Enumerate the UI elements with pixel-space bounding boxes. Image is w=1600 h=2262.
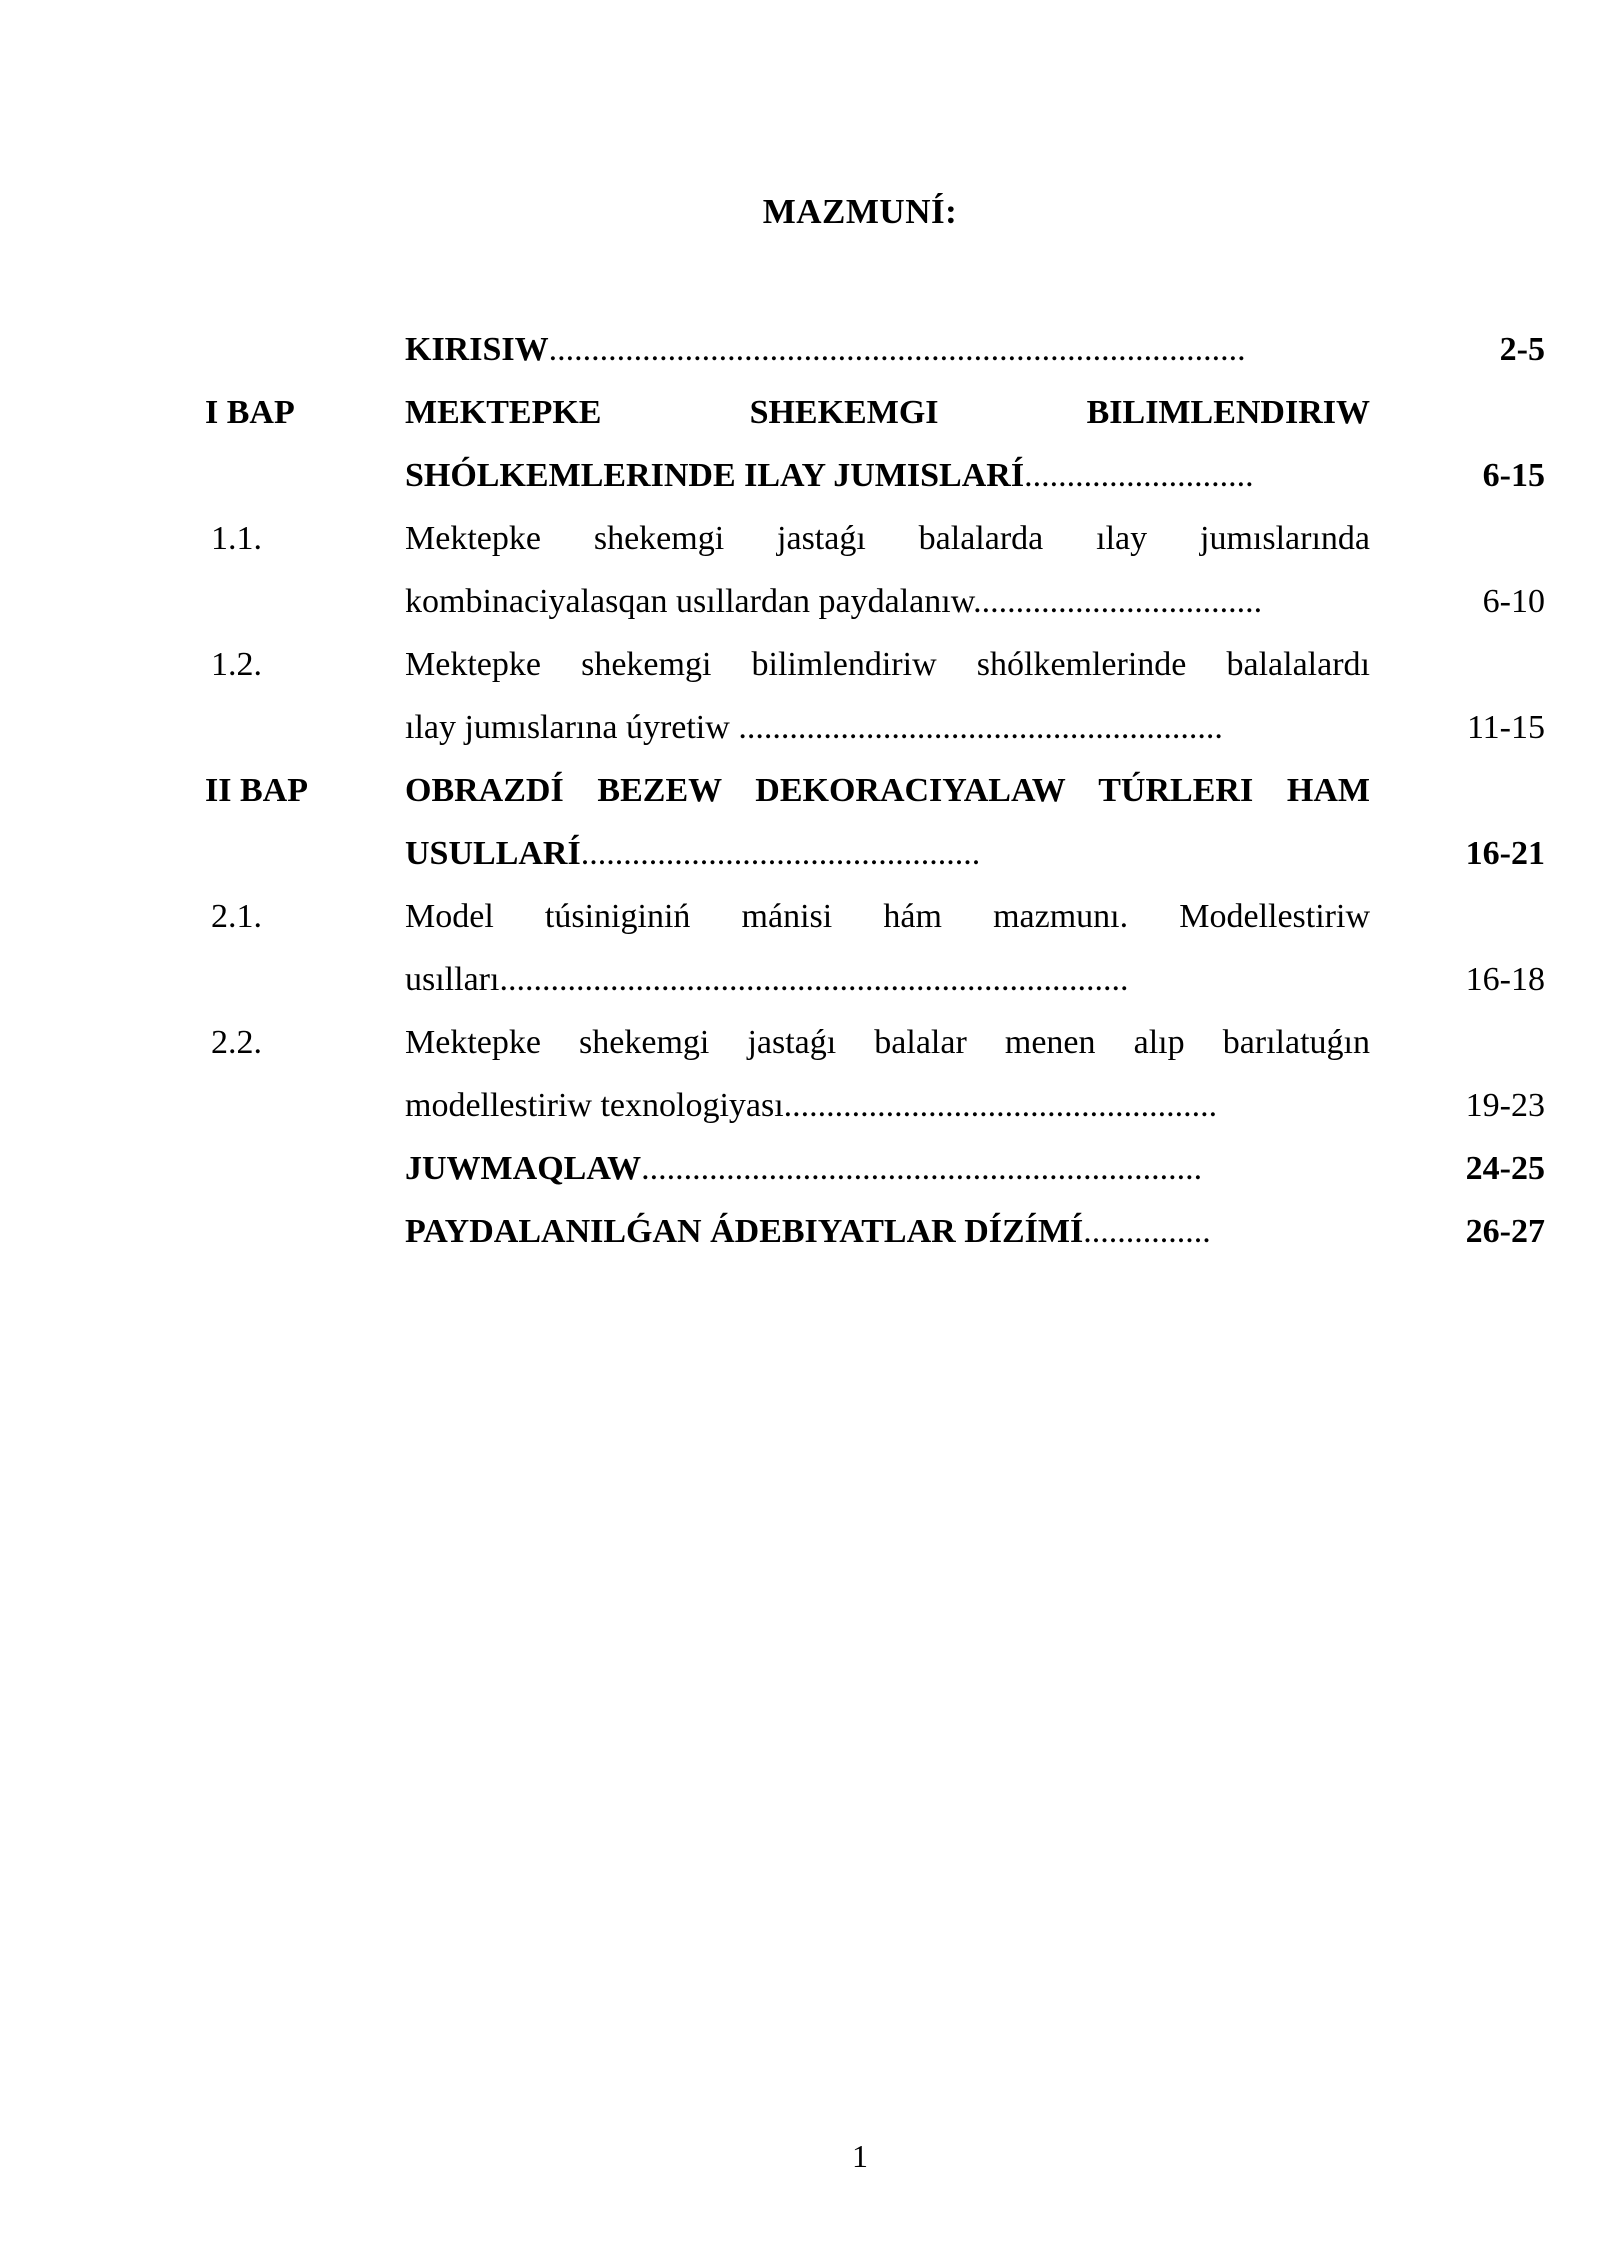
page-number: 1 <box>852 2138 868 2174</box>
toc-entry-pages: 26-27 <box>1465 1213 1545 1250</box>
toc-entry-2-1 <box>205 885 1545 1011</box>
toc-entry-pages: 16-18 <box>1465 961 1545 998</box>
toc-entry-title <box>405 633 1370 759</box>
toc-entry-title <box>405 759 1370 885</box>
toc-entry-title-line: usılları <box>405 961 500 998</box>
toc-entry-title-line: Mektepke shekemgi jastaǵı balalar menen alıp barılatuǵın <box>405 1024 1370 1061</box>
toc-entry-leader: .......................................................................... <box>499 961 1129 998</box>
toc-entry-leader: ......................................................... <box>738 709 1223 746</box>
toc-entry-title <box>405 1011 1370 1137</box>
toc-entry-title-line: JUWMAQLAW <box>405 1150 642 1187</box>
toc-entry-title-line: PAYDALANILǴAN ÁDEBIYATLAR DÍZÍMÍ <box>405 1213 1084 1250</box>
toc-entry-chapter-1 <box>205 381 1545 507</box>
toc-entry-1-1 <box>205 507 1545 633</box>
toc-entry-number: 2.1. <box>211 898 262 935</box>
table-of-contents <box>205 318 1545 1263</box>
toc-entry-number: 2.2. <box>211 1024 262 1061</box>
toc-entry-number: II BAP <box>205 772 308 809</box>
toc-entry-pages: 11-15 <box>1466 709 1545 746</box>
toc-entry-leader: .................................................................................. <box>548 331 1246 368</box>
toc-entry-1-2 <box>205 633 1545 759</box>
toc-entry-title-line: Model túsiniginiń mánisi hám mazmunı. Modellestiriw <box>405 898 1370 935</box>
toc-entry-pages: 2-5 <box>1499 331 1545 368</box>
toc-entry-number: 1.1. <box>211 520 262 557</box>
toc-entry-title <box>405 1200 1370 1263</box>
toc-entry-title <box>405 318 1370 381</box>
toc-entry-title <box>405 507 1370 633</box>
toc-entry-pages: 16-21 <box>1465 835 1545 872</box>
toc-entry-2-2 <box>205 1011 1545 1137</box>
toc-entry-leader: .................................. <box>973 583 1263 620</box>
toc-entry-chapter-2 <box>205 759 1545 885</box>
toc-entry-pages: 6-15 <box>1482 457 1545 494</box>
toc-entry-title-line: OBRAZDÍ BEZEW DEKORACIYALAW TÚRLERI HAM <box>405 772 1370 809</box>
toc-entry-number: 1.2. <box>211 646 262 683</box>
toc-entry-title-line: Mektepke shekemgi jastaǵı balalarda ılay jumıslarında <box>405 520 1370 557</box>
toc-entry-number: I BAP <box>205 394 295 431</box>
toc-entry-leader: .................................................................. <box>641 1150 1203 1187</box>
toc-entry-title-line: Mektepke shekemgi bilimlendiriw shólkemlerinde balalalardı <box>405 646 1370 683</box>
toc-entry-title <box>405 885 1370 1011</box>
toc-entry-title <box>405 1137 1370 1200</box>
toc-entry-leader: ................................................... <box>783 1087 1218 1124</box>
toc-entry-leader: ........................... <box>1024 457 1254 494</box>
toc-entry-title-line: KIRISIW <box>405 331 549 368</box>
toc-entry-title-line: modellestiriw texnologiyası <box>405 1087 784 1124</box>
toc-entry-pages: 6-10 <box>1482 583 1545 620</box>
toc-entry-bibliography <box>205 1200 1545 1263</box>
toc-entry-title-line: SHÓLKEMLERINDE ILAY JUMISLARÍ <box>405 457 1025 494</box>
toc-entry-pages: 19-23 <box>1465 1087 1545 1124</box>
toc-entry-title-line: ılay jumıslarına úyretiw <box>405 709 739 746</box>
toc-entry-title-line: USULLARÍ <box>405 835 581 872</box>
toc-entry-juwmaqlaw <box>205 1137 1545 1200</box>
document-title: MAZMUNÍ: <box>762 192 958 231</box>
toc-entry-kirisiw <box>205 318 1545 381</box>
toc-entry-title <box>405 381 1370 507</box>
toc-entry-leader: ............... <box>1083 1213 1211 1250</box>
toc-entry-leader: ............................................... <box>580 835 981 872</box>
toc-entry-title-line: MEKTEPKE SHEKEMGI BILIMLENDIRIW <box>405 394 1370 431</box>
toc-entry-title-line: kombinaciyalasqan usıllardan paydalanıw <box>405 583 974 620</box>
toc-entry-pages: 24-25 <box>1465 1150 1545 1187</box>
